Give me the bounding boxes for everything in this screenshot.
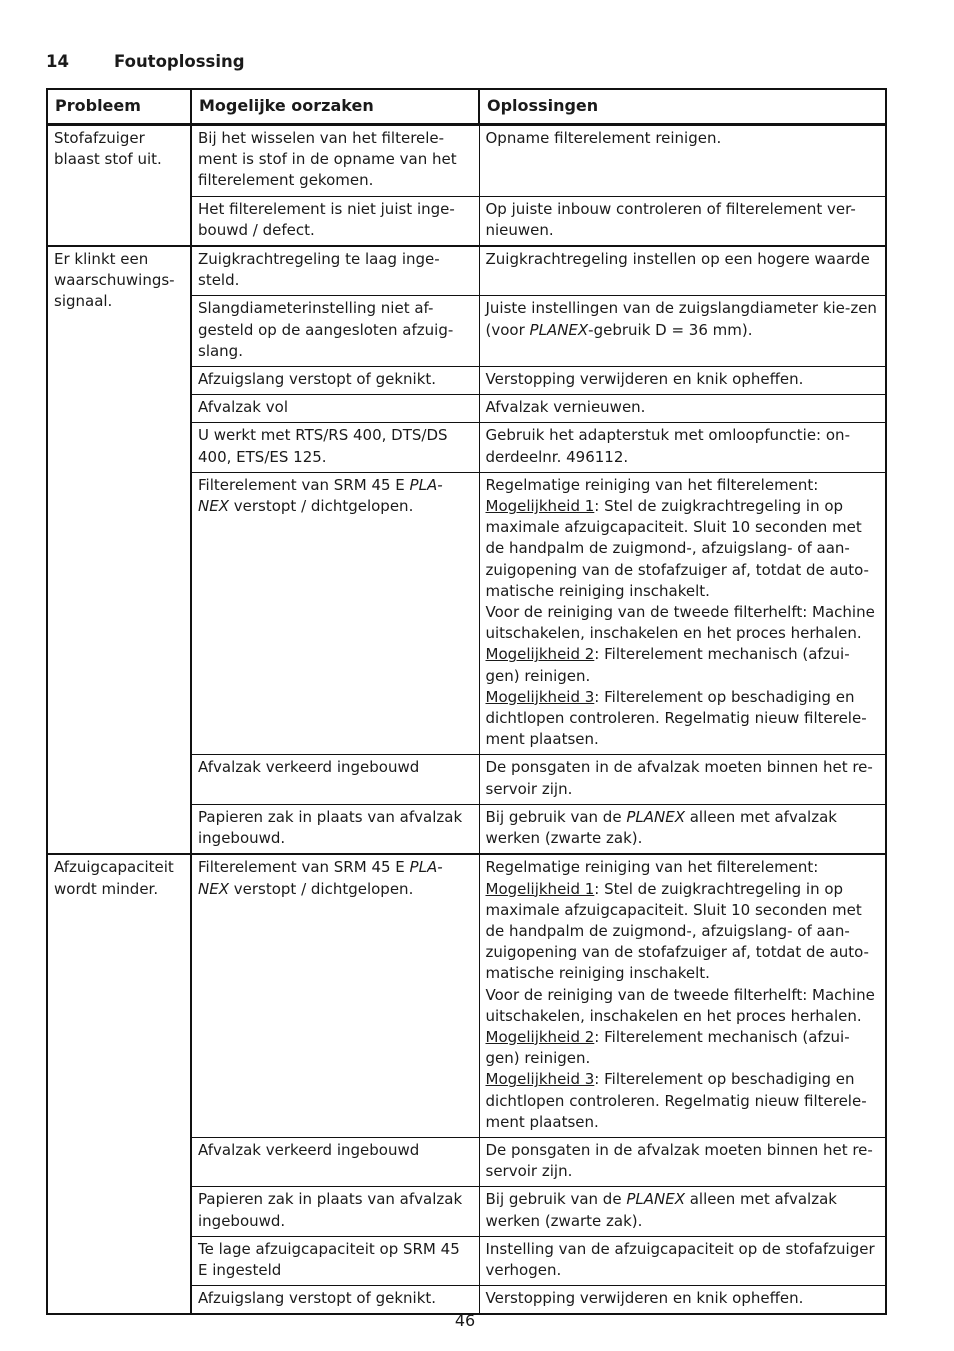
table-row <box>47 125 886 197</box>
solution-option-1 <box>486 496 880 602</box>
cause-cell: Papieren zak in plaats van afvalzak ingebouwd. <box>191 804 479 854</box>
page-number: 46 <box>454 1311 476 1330</box>
option-text: : Filterelement op beschadiging en dichtlopen controleren. Regelmatig nieuw filterele-ment plaatsen. <box>485 1070 867 1131</box>
table-row <box>47 246 886 296</box>
solution-cell <box>479 296 886 367</box>
product-name: PLA-NEX <box>198 475 443 516</box>
solution-text: -gebruik D = 36 mm). <box>588 320 753 339</box>
option-label: Mogelijkheid 2 <box>485 1027 595 1046</box>
option-text: : Filterelement op beschadiging en dichtlopen controleren. Regelmatig nieuw filterele-ment plaatsen. <box>485 687 867 749</box>
table-header-row <box>47 89 886 125</box>
solution-option-1-extra: Voor de reiniging van de tweede filterhelft: Machine uitschakelen, inschakelen en het proces herhalen. <box>485 985 875 1025</box>
product-name: PLANEX <box>529 320 589 339</box>
section-title: Foutoplossing <box>114 52 245 71</box>
cause-cell: Papieren zak in plaats van afvalzak ingebouwd. <box>191 1187 479 1236</box>
cause-cell: Te lage afzuigcapaciteit op SRM 45 E ingesteld <box>191 1236 479 1285</box>
solution-text: alleen met afvalzak werken (zwarte zak). <box>485 1190 837 1230</box>
cause-cell <box>191 854 479 1137</box>
solution-cell: Opname filterelement reinigen. <box>479 125 886 197</box>
table-row <box>47 854 886 1137</box>
option-text: : Stel de zuigkrachtregeling in op maximale afzuigcapaciteit. Sluit 10 seconden met de handpalm de zuigmond-, afzuigslang- of aan-zuigopening van de stofafzuiger af, totdat de auto-matische reiniging inschakelt. <box>485 879 869 983</box>
header-problem: Probleem <box>47 89 191 125</box>
option-label: Mogelijkheid 3 <box>485 1070 595 1089</box>
option-label: Mogelijkheid 1 <box>485 879 595 898</box>
solution-cell: Zuigkrachtregeling instellen op een hogere waarde <box>479 246 886 296</box>
solution-text: Bij gebruik van de <box>485 807 627 826</box>
solution-cell: Gebruik het adapterstuk met omloopfunctie: on-derdeelnr. 496112. <box>479 423 886 472</box>
option-text: : Filterelement mechanisch (afzui-gen) reinigen. <box>485 645 850 685</box>
solution-text: alleen met afvalzak werken (zwarte zak). <box>485 807 837 848</box>
cause-text: verstopt / dichtgelopen. <box>228 497 414 516</box>
cause-cell: Bij het wisselen van het filterele-ment is stof in de opname van het filterelement gekomen. <box>191 125 479 197</box>
problem-cell: Afzuigcapaciteit wordt minder. <box>47 854 191 1314</box>
problem-cell: Stofafzuiger blaast stof uit. <box>47 125 191 247</box>
solution-intro: Regelmatige reiniging van het filterelement: <box>485 475 819 494</box>
cause-cell <box>191 472 479 755</box>
cause-cell: Het filterelement is niet juist inge-bouwd / defect. <box>191 196 479 246</box>
solution-option-1 <box>486 879 880 985</box>
solution-option-2 <box>486 1027 880 1069</box>
solution-cell <box>479 804 886 854</box>
solution-intro: Regelmatige reiniging van het filterelement: <box>485 858 819 877</box>
product-name: PLANEX <box>626 1190 685 1209</box>
solution-cell: Afvalzak vernieuwen. <box>479 395 886 423</box>
cause-cell: Afzuigslang verstopt of geknikt. <box>191 367 479 395</box>
cause-cell: Afvalzak verkeerd ingebouwd <box>191 755 479 804</box>
product-name: PLA-NEX <box>198 858 443 898</box>
problem-group <box>47 854 886 1314</box>
option-label: Mogelijkheid 3 <box>485 687 595 706</box>
solution-cell <box>479 472 886 755</box>
header-solutions: Oplossingen <box>479 89 886 125</box>
header-causes: Mogelijke oorzaken <box>191 89 479 125</box>
cause-cell: Zuigkrachtregeling te laag inge-steld. <box>191 246 479 296</box>
section-heading <box>46 52 245 71</box>
solution-cell: Verstopping verwijderen en knik opheffen. <box>479 367 886 395</box>
solution-option-3 <box>486 1069 880 1133</box>
solution-cell: Verstopping verwijderen en knik opheffen. <box>479 1286 886 1315</box>
cause-text: Filterelement van SRM 45 E <box>198 858 410 877</box>
cause-cell: Slangdiameterinstelling niet af-gesteld op de aangesloten afzuig-slang. <box>191 296 479 367</box>
cause-cell: Afvalzak verkeerd ingebouwd <box>191 1137 479 1186</box>
cause-cell: Afvalzak vol <box>191 395 479 423</box>
option-text: : Stel de zuigkrachtregeling in op maximale afzuigcapaciteit. Sluit 10 seconden met de handpalm de zuigmond-, afzuigslang- of aan-zuigopening van de stofafzuiger af, totdat de auto-matische reiniging inschakelt. <box>485 497 869 600</box>
solution-cell <box>479 1187 886 1236</box>
option-text: : Filterelement mechanisch (afzui-gen) reinigen. <box>485 1027 850 1068</box>
problem-cell: Er klinkt een waarschuwings-signaal. <box>47 246 191 854</box>
solution-cell: Op juiste inbouw controleren of filterelement ver-nieuwen. <box>479 196 886 246</box>
solution-cell: De ponsgaten in de afvalzak moeten binnen het re-servoir zijn. <box>479 1137 886 1186</box>
product-name: PLANEX <box>626 807 685 826</box>
cause-cell: Afzuigslang verstopt of geknikt. <box>191 1286 479 1315</box>
option-label: Mogelijkheid 2 <box>485 645 595 664</box>
solution-text: Bij gebruik van de <box>485 1190 627 1209</box>
solution-cell <box>479 854 886 1137</box>
solution-text: Juiste instellingen van de zuigslangdiameter kie-zen (voor <box>485 299 877 339</box>
cause-text: verstopt / dichtgelopen. <box>228 879 414 898</box>
problem-group <box>47 246 886 854</box>
solution-option-1-extra: Voor de reiniging van de tweede filterhelft: Machine uitschakelen, inschakelen en het proces herhalen. <box>485 603 875 643</box>
troubleshooting-table <box>46 88 887 1315</box>
solution-cell: Instelling van de afzuigcapaciteit op de stofafzuiger verhogen. <box>479 1236 886 1285</box>
cause-text: Filterelement van SRM 45 E <box>198 475 410 494</box>
section-number: 14 <box>46 52 69 71</box>
solution-cell: De ponsgaten in de afvalzak moeten binnen het re-servoir zijn. <box>479 755 886 804</box>
problem-group <box>47 125 886 247</box>
cause-cell: U werkt met RTS/RS 400, DTS/DS 400, ETS/ES 125. <box>191 423 479 472</box>
option-label: Mogelijkheid 1 <box>485 497 595 516</box>
solution-option-2 <box>486 644 880 686</box>
solution-option-3 <box>486 687 880 751</box>
